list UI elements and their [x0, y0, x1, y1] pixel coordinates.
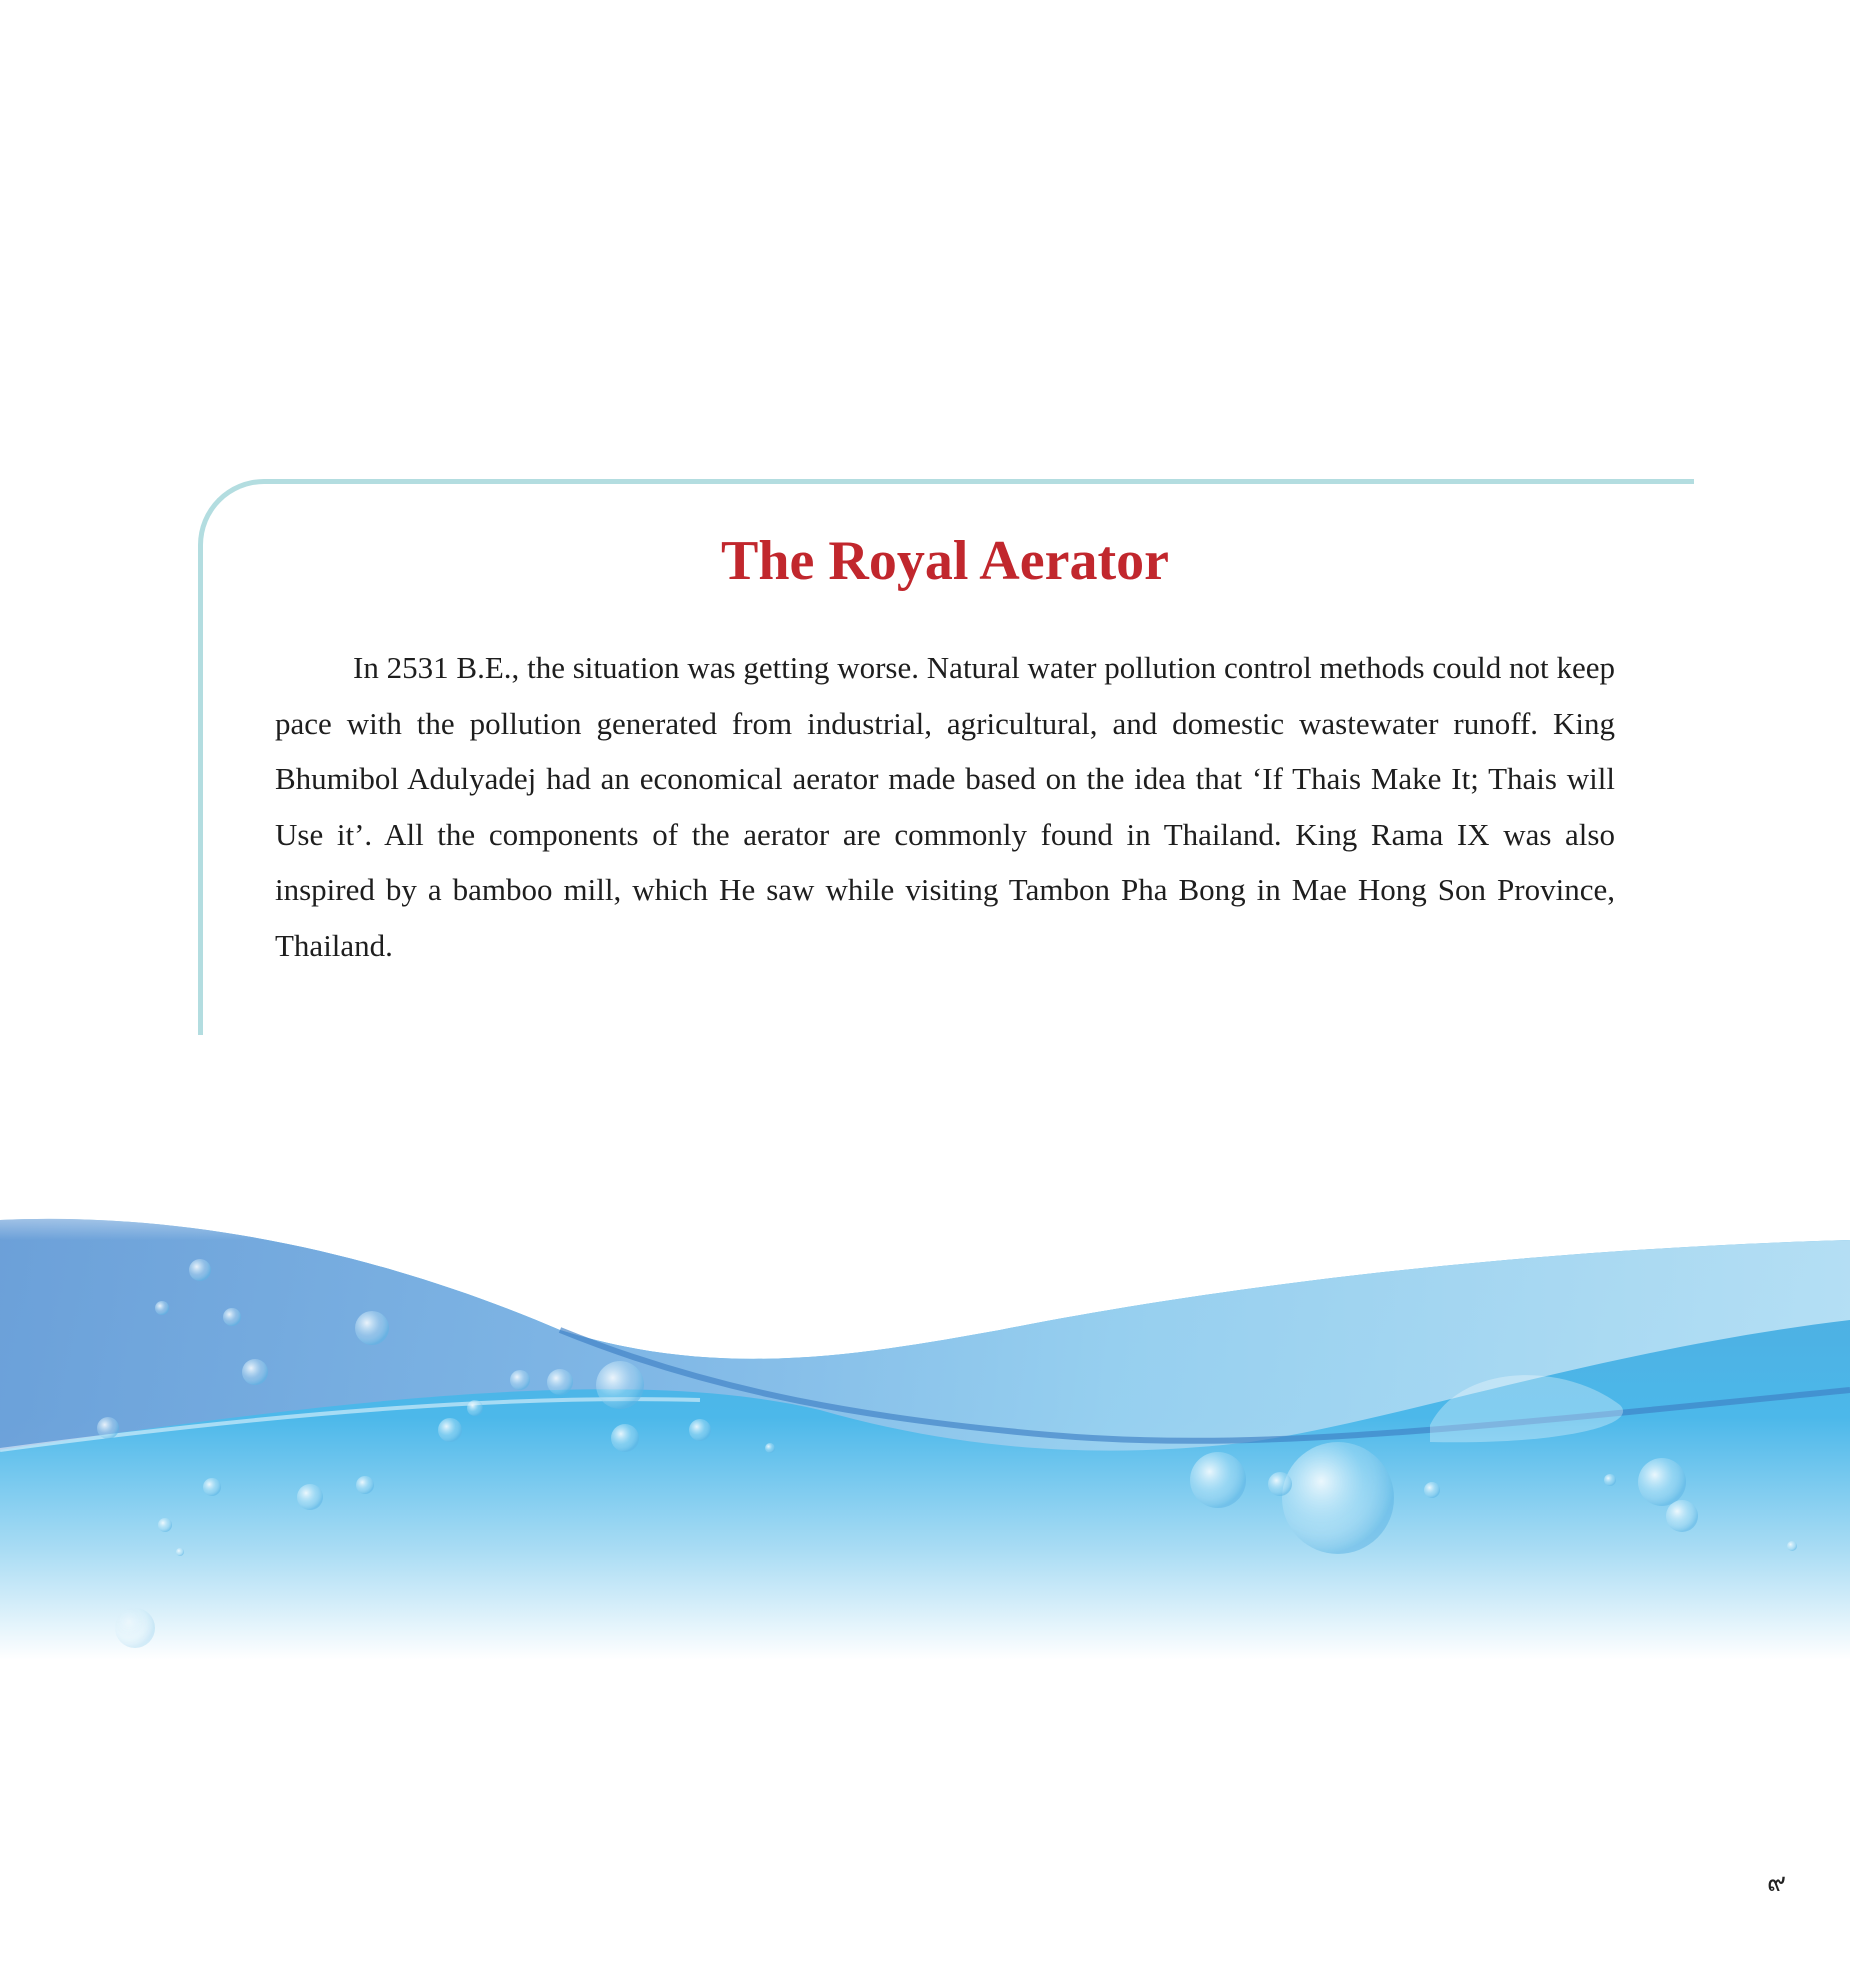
page-title: The Royal Aerator: [721, 530, 1169, 592]
water-wave-illustration: [0, 1180, 1850, 1660]
page-number: ๙: [1766, 1868, 1786, 1898]
body-paragraph: In 2531 B.E., the situation was getting worse. Natural water pollution control methods could not keep pace with the pollution generated from industrial, agricultural, and domestic wastewater runoff. King Bhumibol Adulyadej had an economical aerator made based on the idea that ‘If Thais Make It; Thais will Use it’. All the components of the aerator are commonly found in Thailand. King Rama IX was also inspired by a bamboo mill, which He saw while visiting Tambon Pha Bong in Mae Hong Son Province, Thailand.: [275, 650, 1615, 963]
